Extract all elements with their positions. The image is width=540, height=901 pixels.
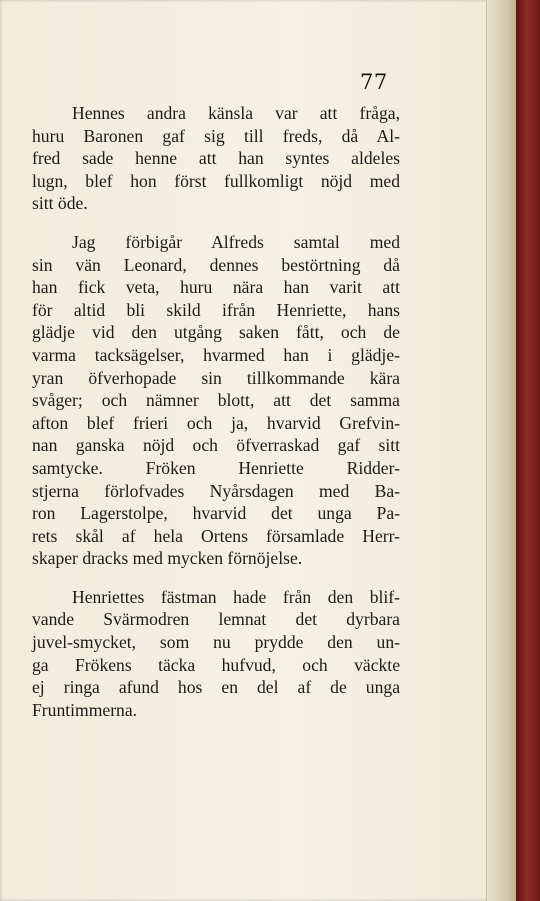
text-line: varma tacksägelser, hvarmed han i glädje- — [32, 344, 400, 365]
text-line: sin vän Leonard, dennes bestörtning då — [32, 254, 400, 275]
text-line: ga Frökens täcka hufvud, och väckte — [32, 654, 400, 675]
text-line: afton blef frieri och ja, hvarvid Grefvin- — [32, 412, 400, 433]
text-line: lugn, blef hon först fullkomligt nöjd med — [32, 170, 400, 191]
text-line: ej ringa afund hos en del af de unga — [32, 677, 400, 698]
text-line: glädje vid den utgång saken fått, och de — [32, 322, 400, 343]
paragraph-2 — [32, 231, 400, 570]
text-line: Fruntimmerna. — [32, 699, 138, 720]
text-line: ron Lagerstolpe, hvarvid det unga Pa- — [32, 503, 400, 524]
text-line: för altid bli skild ifrån Henriette, hans — [32, 299, 400, 320]
text-line: Hennes andra känsla var att fråga, — [72, 103, 400, 123]
text-line: svåger; och nämner blott, att det samma — [32, 390, 400, 411]
text-line: Henriettes fästman hade från den blif- — [72, 586, 400, 607]
text-line: huru Baronen gaf sig till freds, då Al- — [32, 125, 400, 146]
page-number: 77 — [360, 70, 388, 94]
text-line: samtycke. Fröken Henriette Ridder- — [32, 457, 400, 478]
text-line: yran öfverhopade sin tillkommande kära — [32, 367, 400, 388]
text-line: nan ganska nöjd och öfverraskad gaf sitt — [32, 435, 400, 456]
page-edge — [486, 0, 517, 901]
text-line: sitt öde. — [32, 193, 88, 214]
body-text — [32, 102, 400, 721]
text-line: stjerna förlofvades Nyårsdagen med Ba- — [32, 480, 400, 501]
paragraph-3 — [32, 586, 400, 722]
paragraph-1 — [32, 102, 400, 215]
text-line: fred sade henne att han syntes aldeles — [32, 148, 400, 169]
text-line: skaper dracks med mycken förnöjelse. — [32, 548, 303, 569]
text-line: vande Svärmodren lemnat det dyrbara — [32, 609, 400, 630]
book-cover-edge — [516, 0, 540, 901]
text-line: han fick veta, huru nära han varit att — [32, 277, 400, 298]
text-line: rets skål af hela Ortens församlade Herr- — [32, 525, 400, 546]
text-line: juvel-smycket, som nu prydde den un- — [32, 632, 400, 653]
text-line: Jag förbigår Alfreds samtal med — [72, 231, 400, 252]
